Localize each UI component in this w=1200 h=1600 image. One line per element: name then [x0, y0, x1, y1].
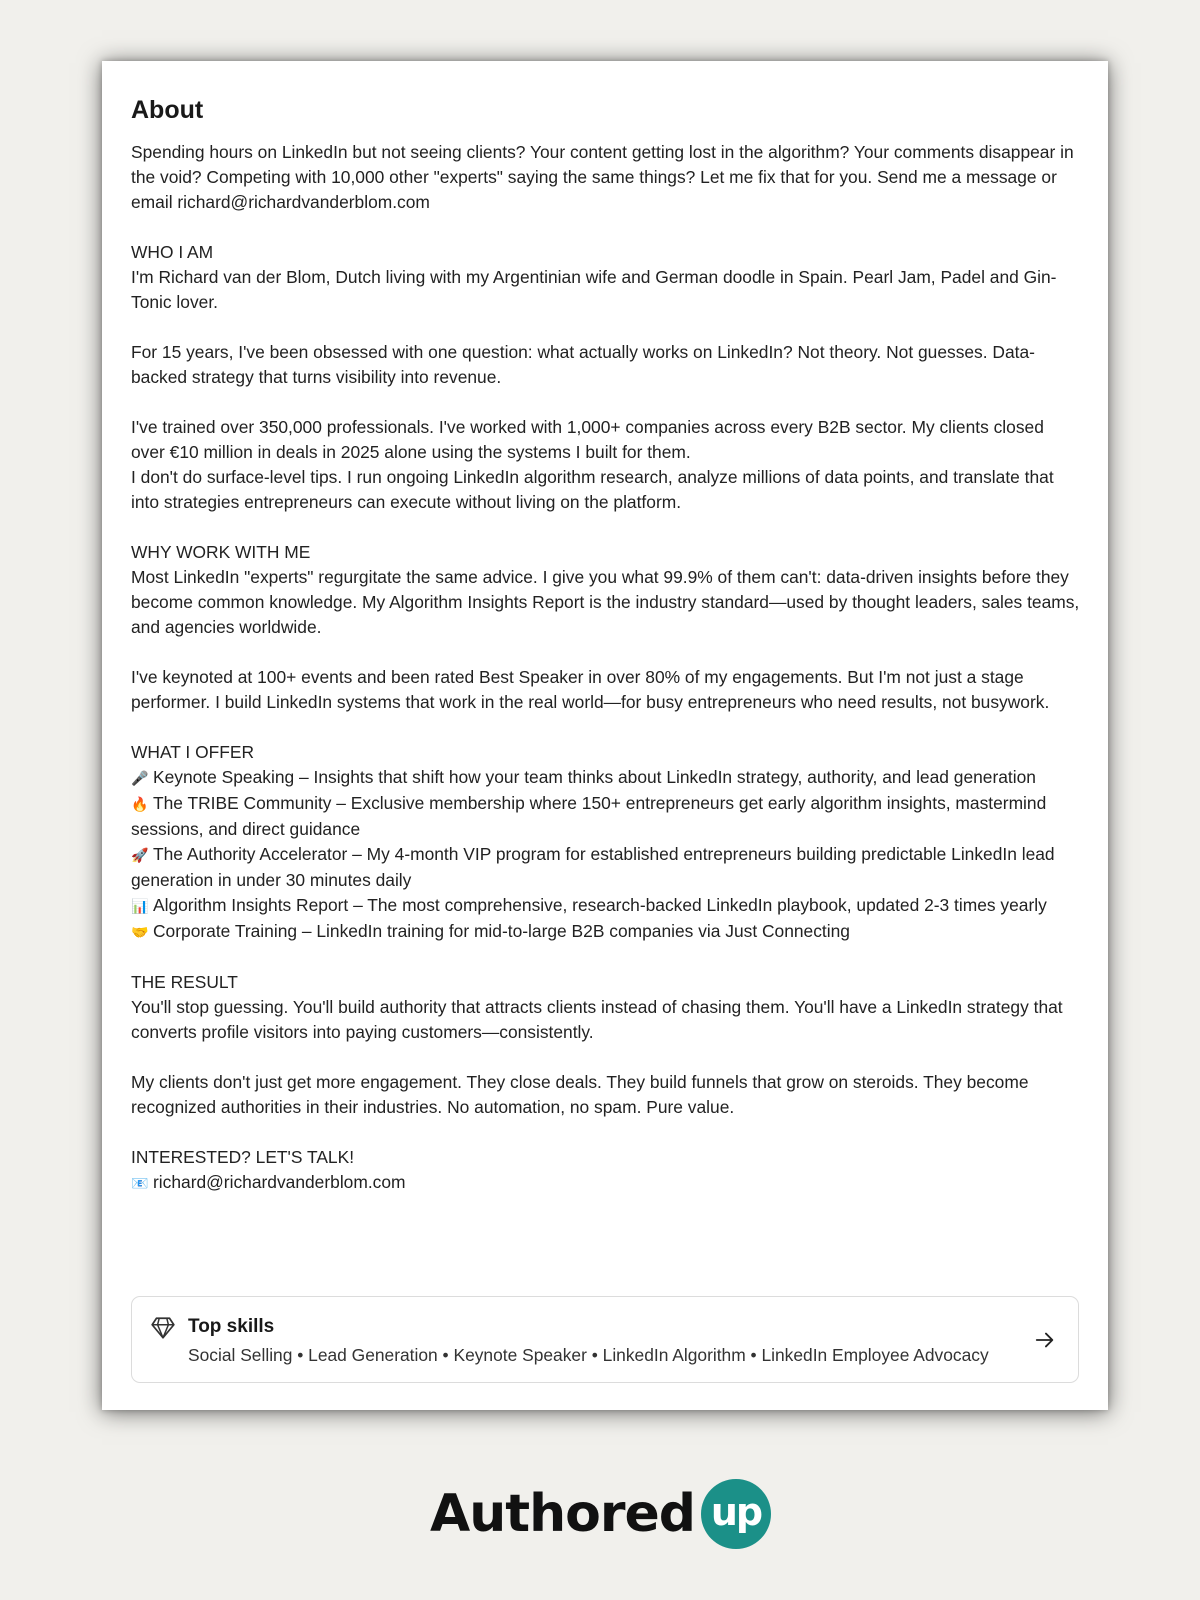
handshake-icon: 🤝 — [131, 924, 149, 940]
top-skills-list: Social Selling • Lead Generation • Keynote Speaker • LinkedIn Algorithm • LinkedIn Employee Advocacy — [188, 1345, 989, 1365]
about-paragraph — [131, 140, 1080, 215]
about-line-text: You'll stop guessing. You'll build authority that attracts clients instead of chasing them. You'll have a LinkedIn strategy that converts profile visitors into paying customers—consistently. — [131, 997, 1068, 1042]
blank-line — [131, 1045, 1080, 1070]
about-line-text: Most LinkedIn "experts" regurgitate the same advice. I give you what 99.9% of them can't: data-driven insights before they become common knowledge. My Algorithm Insights Report is the industry standard—used by thought leaders, sales teams, and agencies worldwide. — [131, 567, 1085, 637]
about-line-text: Keynote Speaking – Insights that shift how your team thinks about LinkedIn strategy, authority, and lead generation — [153, 767, 1036, 787]
about-paragraph — [131, 970, 1080, 995]
top-skills-title: Top skills — [188, 1316, 275, 1337]
blank-line — [131, 640, 1080, 665]
about-title: About — [131, 96, 204, 124]
about-line-text: Corporate Training – LinkedIn training for mid-to-large B2B companies via Just Connecting — [153, 921, 850, 941]
about-line-text: The Authority Accelerator – My 4-month VIP program for established entrepreneurs building predictable LinkedIn lead generation in under 30 minutes daily — [131, 844, 1060, 890]
blank-line — [131, 515, 1080, 540]
about-paragraph — [131, 465, 1080, 515]
blank-line — [131, 1120, 1080, 1145]
about-text — [131, 140, 1085, 1196]
logo-badge — [701, 1479, 771, 1549]
about-line-text: I've trained over 350,000 professionals. I've worked with 1,000+ companies across every B2B sector. My clients closed over €10 million in deals in 2025 alone using the systems I built for them. — [131, 417, 1049, 462]
about-paragraph — [131, 240, 1080, 265]
about-card — [102, 61, 1108, 1410]
fire-icon: 🔥 — [131, 796, 149, 812]
about-paragraph — [131, 1070, 1080, 1120]
offer-line — [131, 842, 1080, 893]
blank-line — [131, 215, 1080, 240]
authoredup-logo — [430, 1478, 771, 1550]
arrow-right-icon[interactable] — [1034, 1329, 1056, 1351]
about-paragraph — [131, 540, 1080, 565]
offer-line — [131, 791, 1080, 842]
about-paragraph — [131, 740, 1080, 765]
about-paragraph — [131, 995, 1080, 1045]
about-line-text: richard@richardvanderblom.com — [153, 1172, 406, 1192]
about-line-text: Algorithm Insights Report – The most comprehensive, research-backed LinkedIn playbook, updated 2-3 times yearly — [153, 895, 1047, 915]
about-paragraph — [131, 340, 1080, 390]
blank-line — [131, 315, 1080, 340]
about-line-text: I don't do surface-level tips. I run ongoing LinkedIn algorithm research, analyze millions of data points, and translate that into strategies entrepreneurs can execute without living on the platform. — [131, 467, 1059, 512]
email-icon: 📧 — [131, 1175, 149, 1191]
rocket-icon: 🚀 — [131, 847, 149, 863]
about-line-text: The TRIBE Community – Exclusive membership where 150+ entrepreneurs get early algorithm insights, mastermind sessions, and direct guidance — [131, 793, 1052, 839]
diamond-icon — [150, 1315, 176, 1341]
about-paragraph — [131, 415, 1080, 465]
about-line-text: INTERESTED? LET'S TALK! — [131, 1147, 355, 1167]
offer-line — [131, 1170, 1080, 1196]
blank-line — [131, 945, 1080, 970]
about-paragraph — [131, 665, 1080, 715]
about-line-text: THE RESULT — [131, 972, 238, 992]
blank-line — [131, 715, 1080, 740]
offer-line — [131, 919, 1080, 945]
offer-line — [131, 893, 1080, 919]
about-line-text: WHAT I OFFER — [131, 742, 255, 762]
blank-line — [131, 390, 1080, 415]
about-paragraph — [131, 565, 1085, 640]
about-line-text: For 15 years, I've been obsessed with one question: what actually works on LinkedIn? Not theory. Not guesses. Data-backed strategy that turns visibility into revenue. — [131, 342, 1035, 387]
about-paragraph — [131, 265, 1080, 315]
about-line-text: WHO I AM — [131, 242, 214, 262]
about-line-text: I'm Richard van der Blom, Dutch living with my Argentinian wife and German doodle in Spain. Pearl Jam, Padel and Gin-Tonic lover. — [131, 267, 1057, 312]
about-line-text: My clients don't just get more engagement. They close deals. They build funnels that grow on steroids. They become recognized authorities in their industries. No automation, no spam. Pure value. — [131, 1072, 1034, 1117]
about-line-text: I've keynoted at 100+ events and been rated Best Speaker in over 80% of my engagements. But I'm not just a stage performer. I build LinkedIn systems that work in the real world—for busy entrepreneurs who need results, not busywork. — [131, 667, 1050, 712]
offer-line — [131, 765, 1080, 791]
logo-badge-text: up — [710, 1490, 762, 1534]
about-line-text: Spending hours on LinkedIn but not seeing clients? Your content getting lost in the algorithm? Your comments disappear in the void? Competing with 10,000 other "experts" saying the same things? Let me fix that for you. Send me a message or email richard@richardvanderblom.com — [131, 142, 1079, 212]
about-paragraph — [131, 1145, 1080, 1170]
about-line-text: WHY WORK WITH ME — [131, 542, 311, 562]
microphone-icon: 🎤 — [131, 770, 149, 786]
logo-wordmark: Authored — [430, 1484, 695, 1544]
top-skills-card[interactable] — [131, 1296, 1079, 1383]
bar-chart-icon: 📊 — [131, 898, 149, 914]
